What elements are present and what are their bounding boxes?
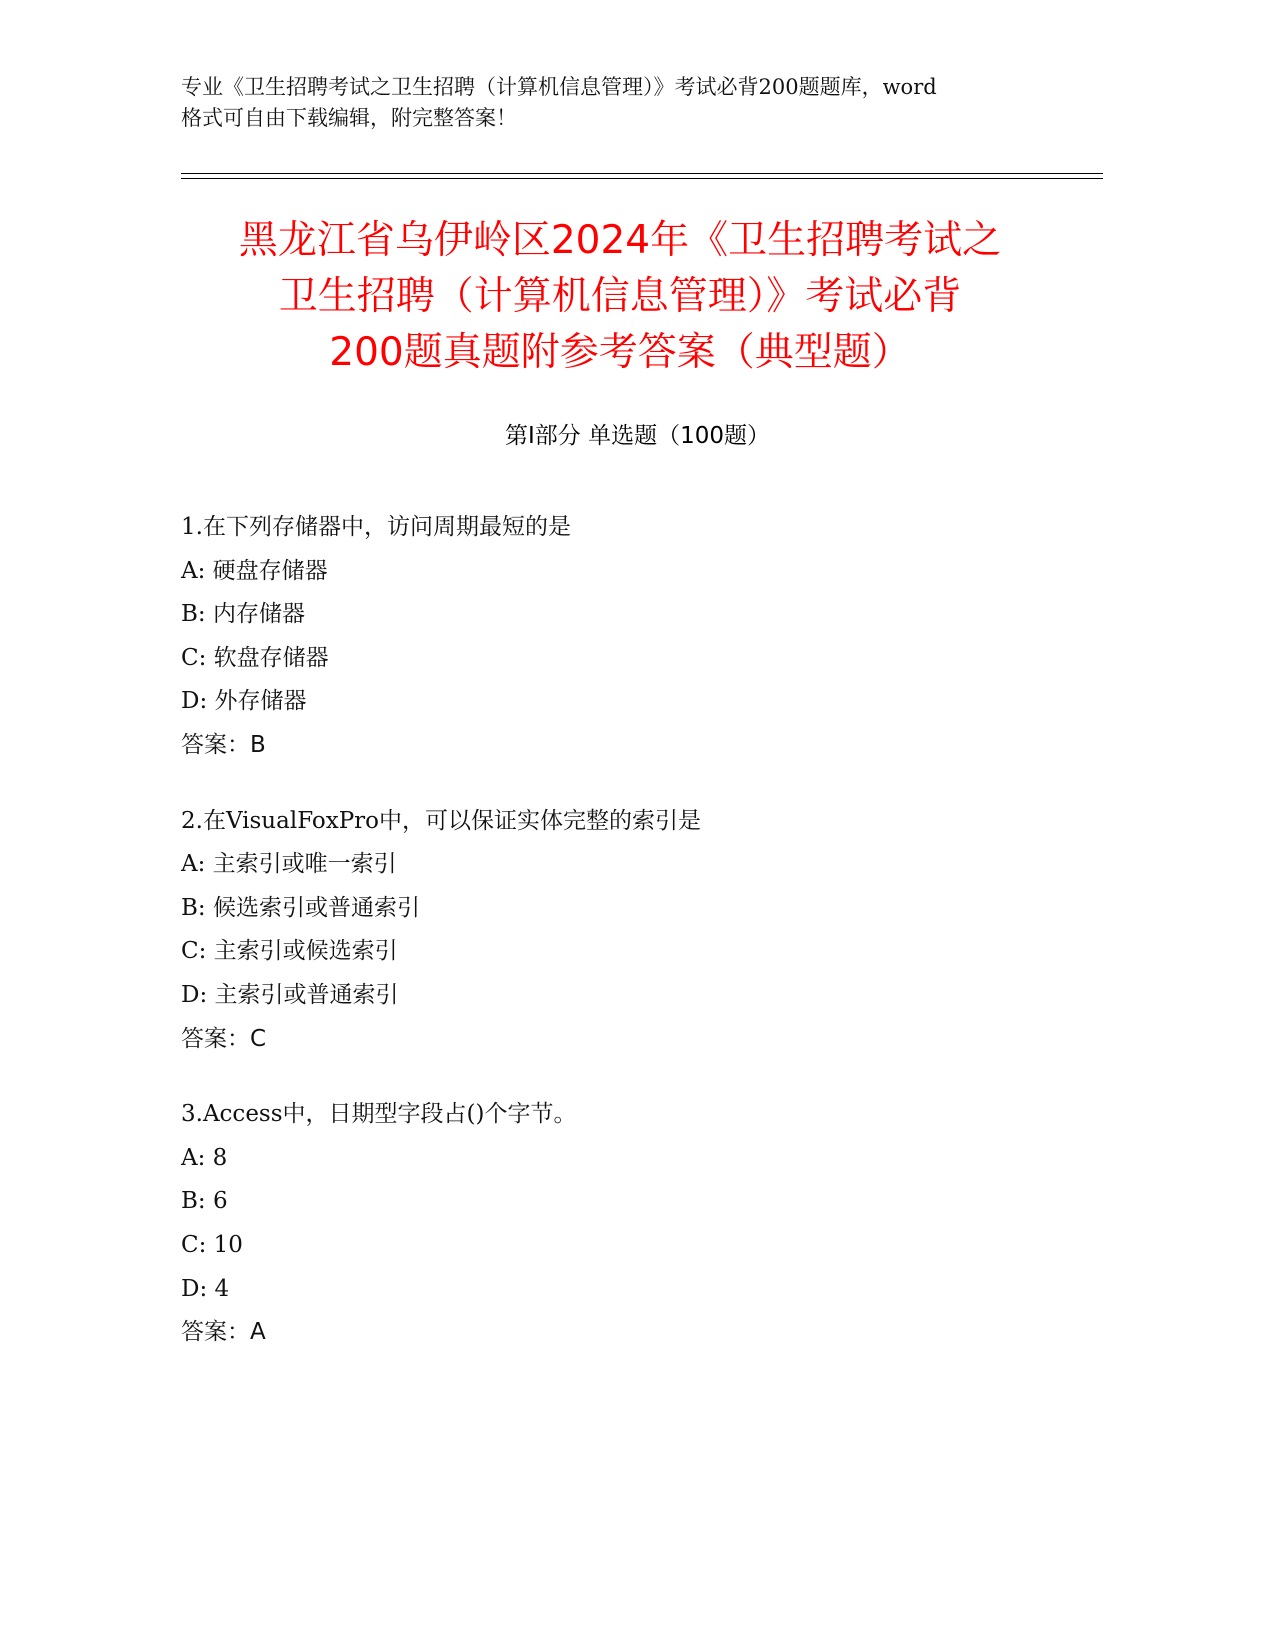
option-b: B: 6 bbox=[181, 1188, 228, 1215]
option-c: C: 10 bbox=[181, 1231, 243, 1258]
option-b: B: 候选索引或普通索引 bbox=[181, 894, 420, 921]
option-a: A: 8 bbox=[181, 1144, 228, 1171]
document-title bbox=[150, 213, 1090, 381]
question-3 bbox=[181, 1093, 1081, 1355]
option-d: D: 4 bbox=[181, 1275, 230, 1302]
section-title: 第Ⅰ部分 单选题（100题） bbox=[505, 423, 770, 449]
title-line-3: 200题真题附参考答案（典型题） bbox=[329, 330, 911, 375]
question-stem: 1.在下列存储器中，访问周期最短的是 bbox=[181, 514, 571, 540]
answer: 答案：A bbox=[181, 1319, 266, 1346]
option-b: B: 内存储器 bbox=[181, 601, 305, 628]
question-stem: 3.Access中，日期型字段占()个字节。 bbox=[181, 1101, 577, 1128]
option-c: C: 软盘存储器 bbox=[181, 644, 329, 671]
answer: 答案：B bbox=[181, 731, 266, 758]
question-2 bbox=[181, 800, 1081, 1062]
header-divider-top bbox=[181, 173, 1103, 174]
title-line-1: 黑龙江省乌伊岭区2024年《卫生招聘考试之 bbox=[238, 218, 1002, 263]
option-a: A: 主索引或唯一索引 bbox=[181, 851, 397, 878]
answer: 答案：C bbox=[181, 1025, 267, 1052]
option-d: D: 外存储器 bbox=[181, 688, 307, 715]
header-divider-bottom bbox=[181, 178, 1103, 179]
header-line-1: 专业《卫生招聘考试之卫生招聘（计算机信息管理）》考试必背200题题库，word bbox=[181, 75, 937, 99]
header-line-2: 格式可自由下载编辑，附完整答案！ bbox=[181, 106, 517, 130]
question-list bbox=[181, 506, 1081, 1387]
option-d: D: 主索引或普通索引 bbox=[181, 981, 399, 1008]
title-line-2: 卫生招聘（计算机信息管理）》考试必背 bbox=[278, 274, 962, 319]
question-stem: 2.在VisualFoxPro中，可以保证实体完整的索引是 bbox=[181, 807, 702, 834]
question-1 bbox=[181, 506, 1081, 768]
option-c: C: 主索引或候选索引 bbox=[181, 938, 398, 965]
document-header bbox=[181, 72, 1061, 134]
option-a: A: 硬盘存储器 bbox=[181, 557, 328, 584]
